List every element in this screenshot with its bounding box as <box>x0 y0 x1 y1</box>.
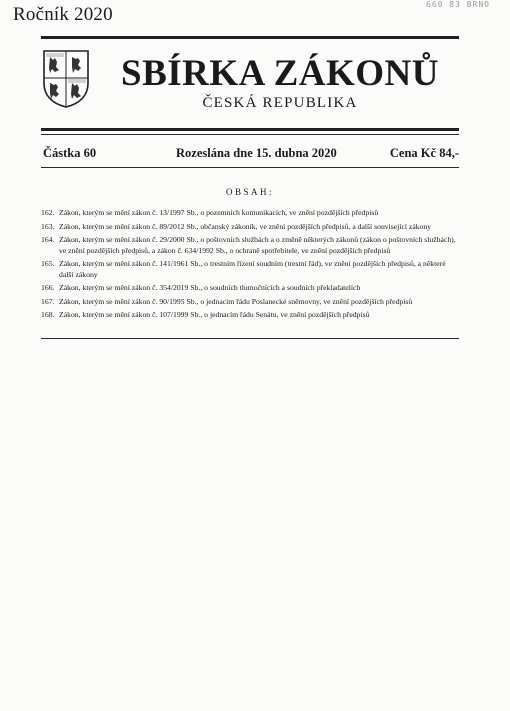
item-number: 167. <box>41 296 55 306</box>
item-number: 163. <box>41 221 55 231</box>
contents-list <box>41 208 459 324</box>
item-text: Zákon, kterým se mění zákon č. 107/1999 Sb., o jednacím řádu Senátu, ve znění pozdějších předpisů <box>59 310 370 319</box>
coat-of-arms-icon <box>42 49 90 109</box>
list-item <box>41 283 459 294</box>
publication-title: SBÍRKA ZÁKONŮ <box>121 53 439 94</box>
list-item <box>41 235 459 256</box>
country-subtitle: ČESKÁ REPUBLIKA <box>202 95 358 111</box>
item-text: Zákon, kterým se mění zákon č. 89/2012 Sb., občanský zákoník, ve znění pozdějších předpisů, a další související zákony <box>59 221 432 231</box>
item-number: 168. <box>41 310 55 319</box>
list-item <box>41 310 459 321</box>
info-rule <box>41 167 459 168</box>
issue-number: Částka 60 <box>43 146 97 160</box>
volume-year: Ročník 2020 <box>13 4 113 25</box>
header-rule-thin <box>41 134 459 135</box>
item-text: Zákon, kterým se mění zákon č. 90/1995 Sb., o jednacím řádu Poslanecké sněmovny, ve znění pozdějších předpisů <box>59 296 413 306</box>
item-text: Zákon, kterým se mění zákon č. 141/1961 Sb., o trestním řízení soudním (trestní řád), ve znění pozdějších předpisů, a některé další zákony <box>59 259 446 279</box>
item-text: Zákon, kterým se mění zákon č. 354/2019 Sb., o soudních tlumočnících a soudních překladatelích <box>59 283 361 292</box>
price: Cena Kč 84,- <box>389 146 459 160</box>
item-text: Zákon, kterým se mění zákon č. 13/1997 Sb., o pozemních komunikacích, ve znění pozdějších předpisů <box>59 208 379 217</box>
item-number: 162. <box>41 208 55 217</box>
list-item <box>41 208 459 219</box>
header-rule-thick <box>41 128 459 131</box>
top-rule <box>41 36 459 39</box>
list-item <box>41 259 459 280</box>
item-number: 166. <box>41 283 55 292</box>
distribution-date: Rozeslána dne 15. dubna 2020 <box>176 146 337 160</box>
list-item <box>41 222 459 233</box>
contents-bottom-rule <box>41 338 459 339</box>
item-number: 165. <box>41 259 55 268</box>
postal-stamp: 660 83 BRNO <box>426 0 490 9</box>
contents-heading: OBSAH: <box>225 187 274 197</box>
item-number: 164. <box>41 235 55 244</box>
item-text: Zákon, kterým se mění zákon č. 29/2000 Sb., o poštovních službách a o změně některých zákonů (zákon o poštovních službách), ve znění pozdějších předpisů, a zákon č. 634/1992 Sb., o ochraně spotřebitele, ve znění pozdějších předpisů <box>59 235 456 255</box>
list-item <box>41 297 459 308</box>
